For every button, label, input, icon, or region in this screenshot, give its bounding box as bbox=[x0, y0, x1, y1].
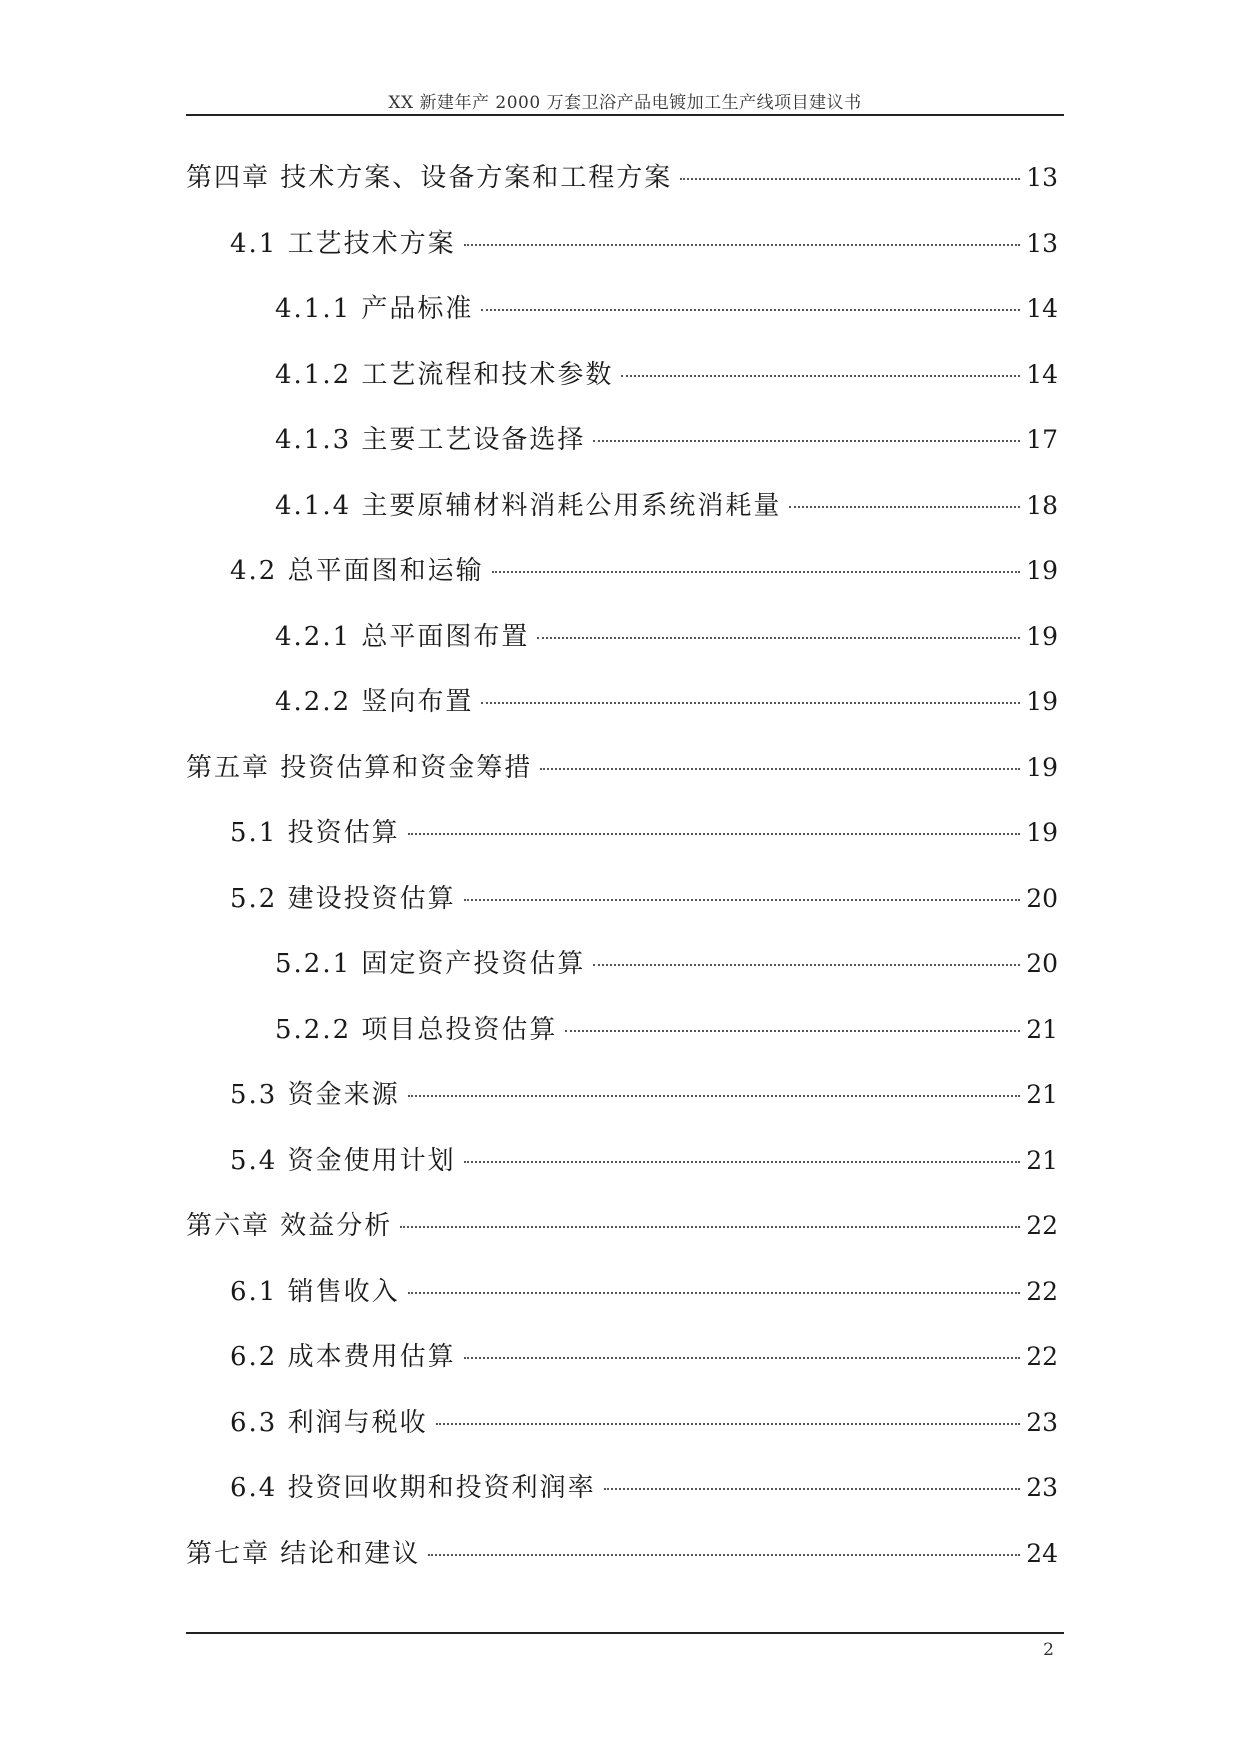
toc-entry-page-number: 17 bbox=[1026, 425, 1058, 454]
toc-entry[interactable] bbox=[186, 1010, 1058, 1076]
toc-dot-leader bbox=[408, 1292, 1021, 1294]
toc-entry-page-number: 22 bbox=[1026, 1342, 1058, 1371]
toc-dot-leader bbox=[604, 1488, 1021, 1490]
toc-dot-leader bbox=[464, 1357, 1021, 1359]
toc-entry-page-number: 23 bbox=[1026, 1407, 1058, 1437]
toc-entry-title: 第六章 效益分析 bbox=[186, 1211, 393, 1241]
toc-entry[interactable] bbox=[186, 224, 1058, 290]
toc-entry-title: 6.3 利润与税收 bbox=[230, 1407, 428, 1438]
toc-dot-leader bbox=[481, 309, 1020, 311]
toc-entry[interactable] bbox=[186, 748, 1058, 814]
toc-entry-title: 4.1.1 产品标准 bbox=[275, 294, 474, 324]
toc-entry[interactable] bbox=[186, 486, 1058, 552]
toc-entry-title: 4.1.4 主要原辅材料消耗公用系统消耗量 bbox=[275, 490, 782, 521]
toc-entry-page-number: 22 bbox=[1026, 1211, 1058, 1240]
toc-entry-title: 4.2 总平面图和运输 bbox=[230, 556, 484, 586]
toc-entry-title: 5.1 投资估算 bbox=[230, 818, 400, 848]
toc-entry-title: 第四章 技术方案、设备方案和工程方案 bbox=[186, 163, 673, 193]
toc-entry-page-number: 21 bbox=[1026, 1014, 1058, 1044]
toc-dot-leader bbox=[436, 1423, 1021, 1425]
toc-entry-title: 5.3 资金来源 bbox=[230, 1080, 400, 1110]
toc-entry[interactable] bbox=[186, 813, 1058, 879]
toc-entry[interactable] bbox=[186, 1206, 1058, 1272]
toc-entry[interactable] bbox=[186, 1468, 1058, 1534]
table-of-contents bbox=[186, 158, 1058, 1599]
toc-entry[interactable] bbox=[186, 420, 1058, 486]
page-header: XX 新建年产 2000 万套卫浴产品电镀加工生产线项目建议书 bbox=[388, 93, 862, 113]
toc-entry-title: 第五章 投资估算和资金筹措 bbox=[186, 752, 533, 783]
toc-dot-leader bbox=[565, 1030, 1020, 1032]
toc-dot-leader bbox=[464, 1161, 1021, 1163]
toc-entry-page-number: 20 bbox=[1026, 883, 1058, 913]
toc-entry[interactable] bbox=[186, 617, 1058, 683]
toc-entry-title: 6.1 销售收入 bbox=[230, 1276, 400, 1307]
toc-entry-title: 4.2.2 竖向布置 bbox=[275, 687, 474, 717]
toc-dot-leader bbox=[492, 571, 1021, 573]
toc-dot-leader bbox=[789, 506, 1020, 508]
toc-entry-title: 6.4 投资回收期和投资利润率 bbox=[230, 1473, 596, 1503]
footer-rule bbox=[186, 1632, 1064, 1634]
toc-dot-leader bbox=[464, 899, 1021, 901]
toc-entry-page-number: 13 bbox=[1026, 228, 1058, 258]
toc-entry[interactable] bbox=[186, 355, 1058, 421]
toc-entry-page-number: 24 bbox=[1026, 1538, 1058, 1568]
toc-dot-leader bbox=[621, 375, 1020, 377]
toc-entry-page-number: 14 bbox=[1026, 294, 1058, 323]
toc-entry[interactable] bbox=[186, 289, 1058, 355]
toc-entry-title: 第七章 结论和建议 bbox=[186, 1538, 421, 1569]
toc-entry-page-number: 13 bbox=[1026, 163, 1058, 192]
toc-entry-title: 6.2 成本费用估算 bbox=[230, 1342, 456, 1372]
toc-entry-page-number: 20 bbox=[1026, 949, 1058, 978]
page-number: 2 bbox=[1043, 1640, 1054, 1660]
toc-entry-title: 5.4 资金使用计划 bbox=[230, 1145, 456, 1176]
toc-entry-page-number: 18 bbox=[1026, 490, 1058, 520]
toc-entry-page-number: 19 bbox=[1026, 556, 1058, 585]
toc-entry-title: 4.1.3 主要工艺设备选择 bbox=[275, 425, 586, 455]
toc-entry[interactable] bbox=[186, 158, 1058, 224]
toc-entry[interactable] bbox=[186, 1075, 1058, 1141]
toc-entry[interactable] bbox=[186, 1534, 1058, 1600]
toc-dot-leader bbox=[481, 702, 1020, 704]
toc-entry-page-number: 21 bbox=[1026, 1145, 1058, 1175]
toc-entry-page-number: 19 bbox=[1026, 621, 1058, 651]
toc-dot-leader bbox=[408, 1095, 1021, 1097]
toc-entry[interactable] bbox=[186, 1337, 1058, 1403]
toc-dot-leader bbox=[464, 244, 1021, 246]
toc-entry-title: 5.2.1 固定资产投资估算 bbox=[275, 949, 586, 979]
toc-entry[interactable] bbox=[186, 879, 1058, 945]
toc-entry-page-number: 22 bbox=[1026, 1276, 1058, 1306]
toc-entry-page-number: 19 bbox=[1026, 752, 1058, 782]
toc-entry-title: 4.2.1 总平面图布置 bbox=[275, 621, 530, 652]
toc-dot-leader bbox=[537, 637, 1020, 639]
toc-dot-leader bbox=[400, 1226, 1020, 1228]
toc-dot-leader bbox=[593, 964, 1020, 966]
toc-entry-page-number: 19 bbox=[1026, 687, 1058, 716]
toc-entry-title: 4.1 工艺技术方案 bbox=[230, 228, 456, 259]
toc-entry[interactable] bbox=[186, 1272, 1058, 1338]
toc-entry[interactable] bbox=[186, 682, 1058, 748]
toc-entry-page-number: 23 bbox=[1026, 1473, 1058, 1502]
toc-entry[interactable] bbox=[186, 1403, 1058, 1469]
toc-entry-page-number: 19 bbox=[1026, 818, 1058, 847]
toc-entry[interactable] bbox=[186, 551, 1058, 617]
toc-dot-leader bbox=[593, 440, 1020, 442]
toc-entry-page-number: 14 bbox=[1026, 359, 1058, 389]
toc-entry[interactable] bbox=[186, 944, 1058, 1010]
toc-entry-page-number: 21 bbox=[1026, 1080, 1058, 1109]
toc-entry-title: 5.2 建设投资估算 bbox=[230, 883, 456, 914]
toc-dot-leader bbox=[680, 178, 1020, 180]
toc-dot-leader bbox=[428, 1554, 1020, 1556]
toc-entry-title: 4.1.2 工艺流程和技术参数 bbox=[275, 359, 614, 390]
toc-dot-leader bbox=[408, 833, 1021, 835]
toc-dot-leader bbox=[540, 768, 1020, 770]
toc-entry-title: 5.2.2 项目总投资估算 bbox=[275, 1014, 558, 1045]
header-rule bbox=[186, 114, 1064, 116]
toc-entry[interactable] bbox=[186, 1141, 1058, 1207]
